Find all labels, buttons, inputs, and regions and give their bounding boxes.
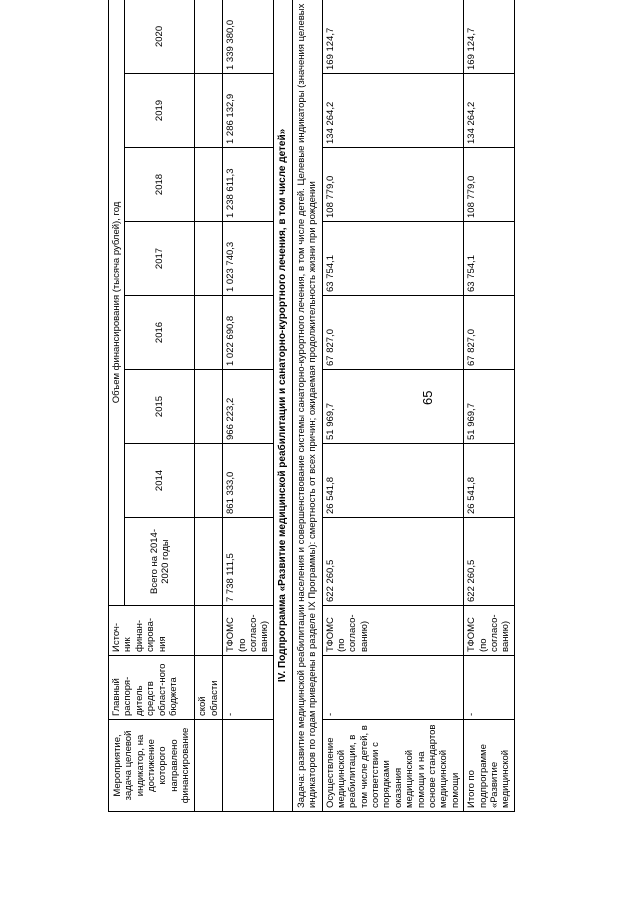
cell-value: 134 264,2: [464, 74, 515, 148]
cell-manager: -: [322, 656, 464, 720]
header-manager: Главный распоря-дитель средств област-ного бюджета: [109, 656, 195, 720]
header-year: 2017: [125, 222, 195, 296]
cell-event: Итого по подпрограмме «Развитие медицинской: [464, 720, 515, 812]
cell-value: 108 779,0: [322, 148, 464, 222]
header-event: Мероприятие, задача целевой индикатор, на достижение которого направлено финансирование: [109, 720, 195, 812]
cell-value: 63 754,1: [464, 222, 515, 296]
cell-value: 1 339 380,0: [223, 0, 274, 74]
task-text: Задача: развитие медицинской реабилитации населения и совершенствование системы санаторно-курортного лечения, в том числе детей. Целевые индикаторы (значения целевых индикаторов по годам приведены в разделе IX Программы): смертность от всех причин; ожидаемая продолжительность жизни при рождении: [292, 0, 322, 812]
cell-event: [223, 720, 274, 812]
header-year: 2019: [125, 74, 195, 148]
cell-value: 134 264,2: [322, 74, 464, 148]
cell-total: 7 738 111,5: [223, 518, 274, 606]
funding-table: [108, 0, 515, 812]
header-year: 2014: [125, 444, 195, 518]
cell-value: 67 827,0: [464, 296, 515, 370]
section-title: IV. Подпрограмма «Развитие медицинской реабилитации и санаторно-курортного лечения, в том числе детей»: [273, 0, 292, 812]
table-row: [322, 0, 464, 812]
continuation-row: [195, 0, 223, 812]
cell-source: ТФОМС (по согласо-ванию): [322, 606, 464, 656]
table-row: [464, 0, 515, 812]
cell-value: 169 124,7: [322, 0, 464, 74]
cell-manager: ской области: [195, 656, 223, 720]
cell-value: 108 779,0: [464, 148, 515, 222]
cell-value: 63 754,1: [322, 222, 464, 296]
cell-value: 26 541,8: [464, 444, 515, 518]
cell-event: Осуществление медицинской реабилитации, в том числе детей, в соответствии с порядками оказания медицинской помощи и на основе стандартов медицинской помощи: [322, 720, 464, 812]
cell-value: 51 969,7: [464, 370, 515, 444]
cell-value: 1 238 611,3: [223, 148, 274, 222]
cell-total: 622 260,5: [322, 518, 464, 606]
cell-source: ТФОМС (по согласо-ванию): [464, 606, 515, 656]
cell-value: 861 333,0: [223, 444, 274, 518]
header-year: 2020: [125, 0, 195, 74]
cell-value: 26 541,8: [322, 444, 464, 518]
cell-manager: -: [464, 656, 515, 720]
header-funding-title: Объем финансирования (тысяча рублей), год: [109, 0, 125, 606]
cell-total: 622 260,5: [464, 518, 515, 606]
header-year: 2018: [125, 148, 195, 222]
header-total: Всего на 2014-2020 годы: [125, 518, 195, 606]
cell-manager: -: [223, 656, 274, 720]
header-year: 2015: [125, 370, 195, 444]
table-row: [223, 0, 274, 812]
header-row-1: [109, 0, 125, 812]
cell-value: 169 124,7: [464, 0, 515, 74]
rotated-table-container: [108, 0, 530, 812]
cell-value: 67 827,0: [322, 296, 464, 370]
task-row: [292, 0, 322, 812]
cell-source: [195, 606, 223, 656]
cell-source: ТФОМС (по согласо-ванию): [223, 606, 274, 656]
cell-event: [195, 720, 223, 812]
cell-value: 1 022 690,8: [223, 296, 274, 370]
cell-value: 51 969,7: [322, 370, 464, 444]
cell-value: 966 223,2: [223, 370, 274, 444]
section-title-row: [273, 0, 292, 812]
header-year: 2016: [125, 296, 195, 370]
header-source: Источ-ник финан-сирова-ния: [109, 606, 195, 656]
cell-value: 1 286 132,9: [223, 74, 274, 148]
page-number: 65: [420, 390, 435, 405]
cell-value: 1 023 740,3: [223, 222, 274, 296]
